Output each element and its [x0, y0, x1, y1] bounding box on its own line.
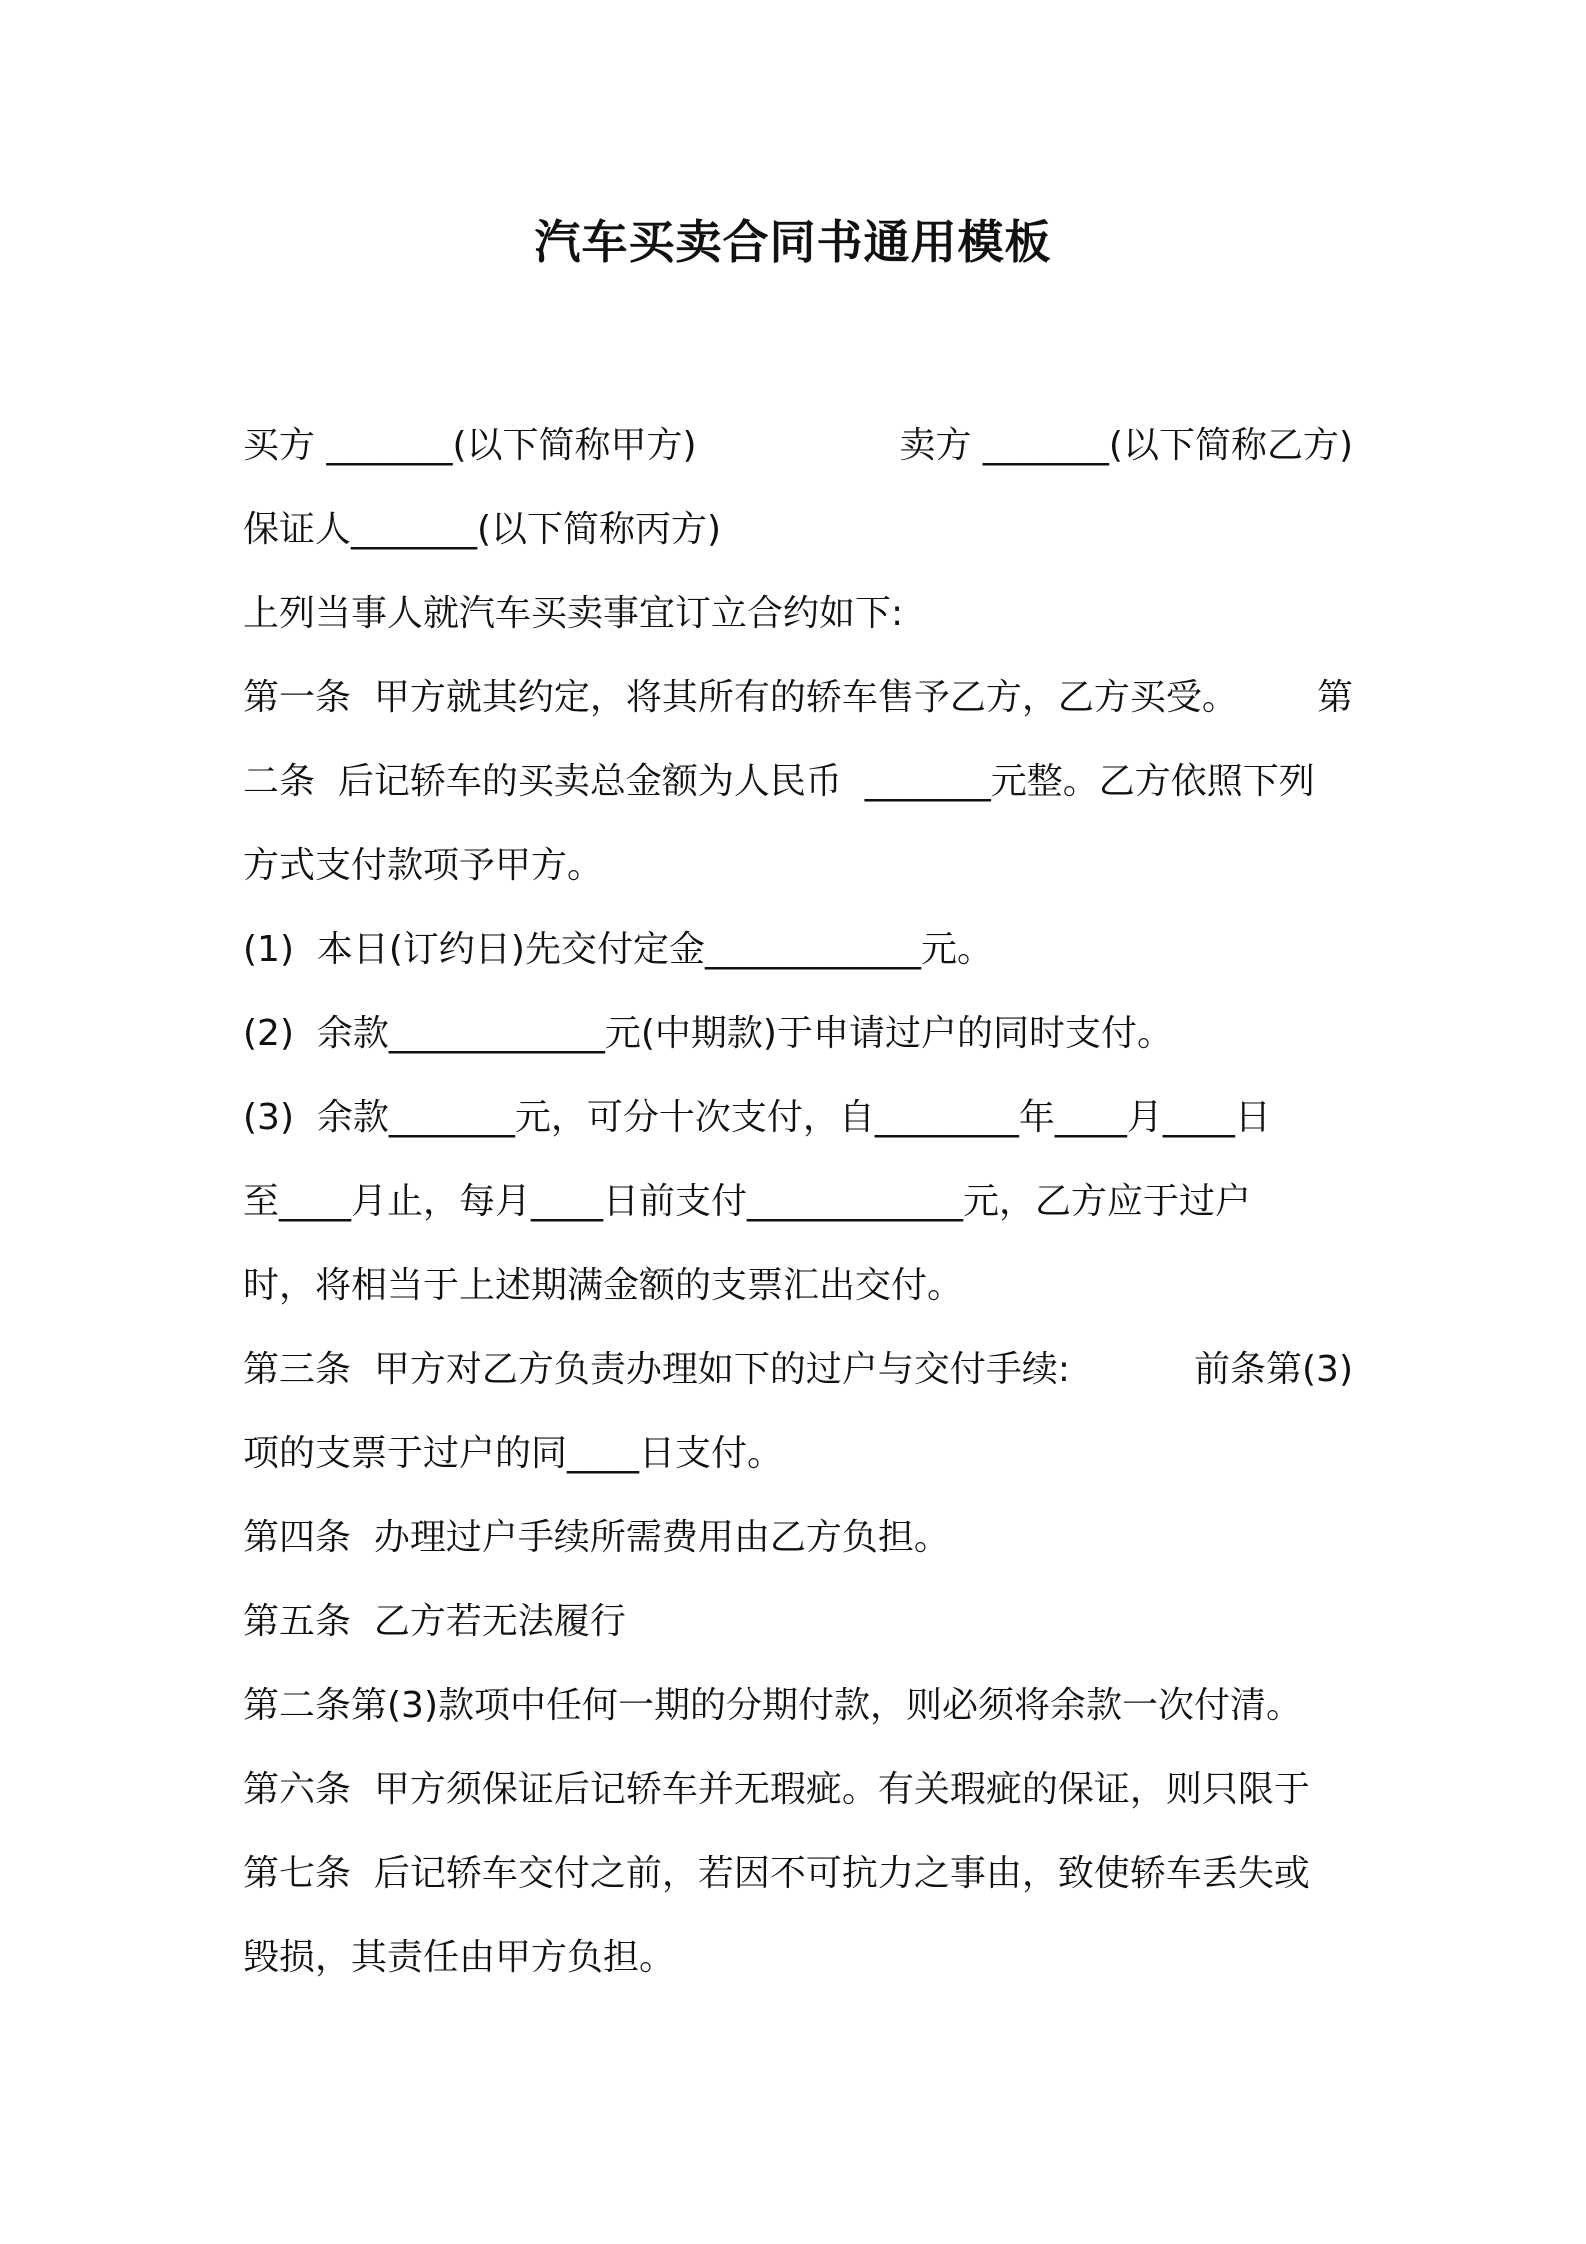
- line-text: 买方 _______(以下简称甲方): [243, 425, 697, 466]
- text-line: [243, 1244, 1353, 1328]
- text-line: [243, 1412, 1353, 1496]
- text-line: [243, 824, 1353, 908]
- line-text: 第三条 甲方对乙方负责办理如下的过户与交付手续:: [243, 1349, 1071, 1390]
- line-text-right: 第: [1316, 677, 1353, 718]
- line-text: 至____月止，每月____日前支付____________元，乙方应于过户: [243, 1181, 1252, 1222]
- text-line: [243, 1916, 1353, 2000]
- line-text: 项的支票于过户的同____日支付。: [243, 1433, 784, 1474]
- text-line: [243, 740, 1353, 824]
- text-line: [243, 1160, 1353, 1244]
- line-text: 第四条 办理过户手续所需费用由乙方负担。: [243, 1517, 950, 1558]
- line-text: 二条 后记轿车的买卖总金额为人民币 _______元整。乙方依照下列: [243, 761, 1315, 802]
- line-text: 方式支付款项予甲方。: [243, 845, 604, 886]
- text-line: [243, 1076, 1353, 1160]
- line-text: 第六条 甲方须保证后记轿车并无瑕疵。有关瑕疵的保证，则只限于: [243, 1769, 1310, 1810]
- document-title: 汽车买卖合同书通用模板: [534, 215, 1052, 269]
- text-line: [243, 1328, 1353, 1412]
- text-line: [243, 1664, 1353, 1748]
- line-text: (1) 本日(订约日)先交付定金____________元。: [243, 929, 993, 970]
- line-text: (2) 余款____________元(中期款)于申请过户的同时支付。: [243, 1013, 1173, 1054]
- line-text-right: 前条第(3): [1194, 1349, 1353, 1390]
- text-line: [243, 1580, 1353, 1664]
- line-text: 时，将相当于上述期满金额的支票汇出交付。: [243, 1265, 964, 1306]
- line-text: 毁损，其责任由甲方负担。: [243, 1937, 676, 1978]
- line-text-right: 卖方 _______(以下简称乙方): [899, 425, 1353, 466]
- line-text: 第五条 乙方若无法履行: [243, 1601, 626, 1642]
- line-text: (3) 余款_______元，可分十次支付，自________年____月____日: [243, 1097, 1271, 1138]
- line-text: 上列当事人就汽车买卖事宜订立合约如下:: [243, 593, 904, 634]
- line-text: 第一条 甲方就其约定，将其所有的轿车售予乙方，乙方买受。: [243, 677, 1238, 718]
- text-line: [243, 404, 1353, 488]
- line-text: 第二条第(3)款项中任何一期的分期付款，则必须将余款一次付清。: [243, 1685, 1302, 1726]
- document-body: [243, 404, 1353, 2000]
- text-line: [243, 488, 1353, 572]
- text-line: [243, 656, 1353, 740]
- text-line: [243, 1832, 1353, 1916]
- text-line: [243, 1496, 1353, 1580]
- text-line: [243, 908, 1353, 992]
- line-text: 保证人_______(以下简称丙方): [243, 509, 722, 550]
- line-text: 第七条 后记轿车交付之前，若因不可抗力之事由，致使轿车丢失或: [243, 1853, 1310, 1894]
- text-line: [243, 992, 1353, 1076]
- text-line: [243, 572, 1353, 656]
- text-line: [243, 1748, 1353, 1832]
